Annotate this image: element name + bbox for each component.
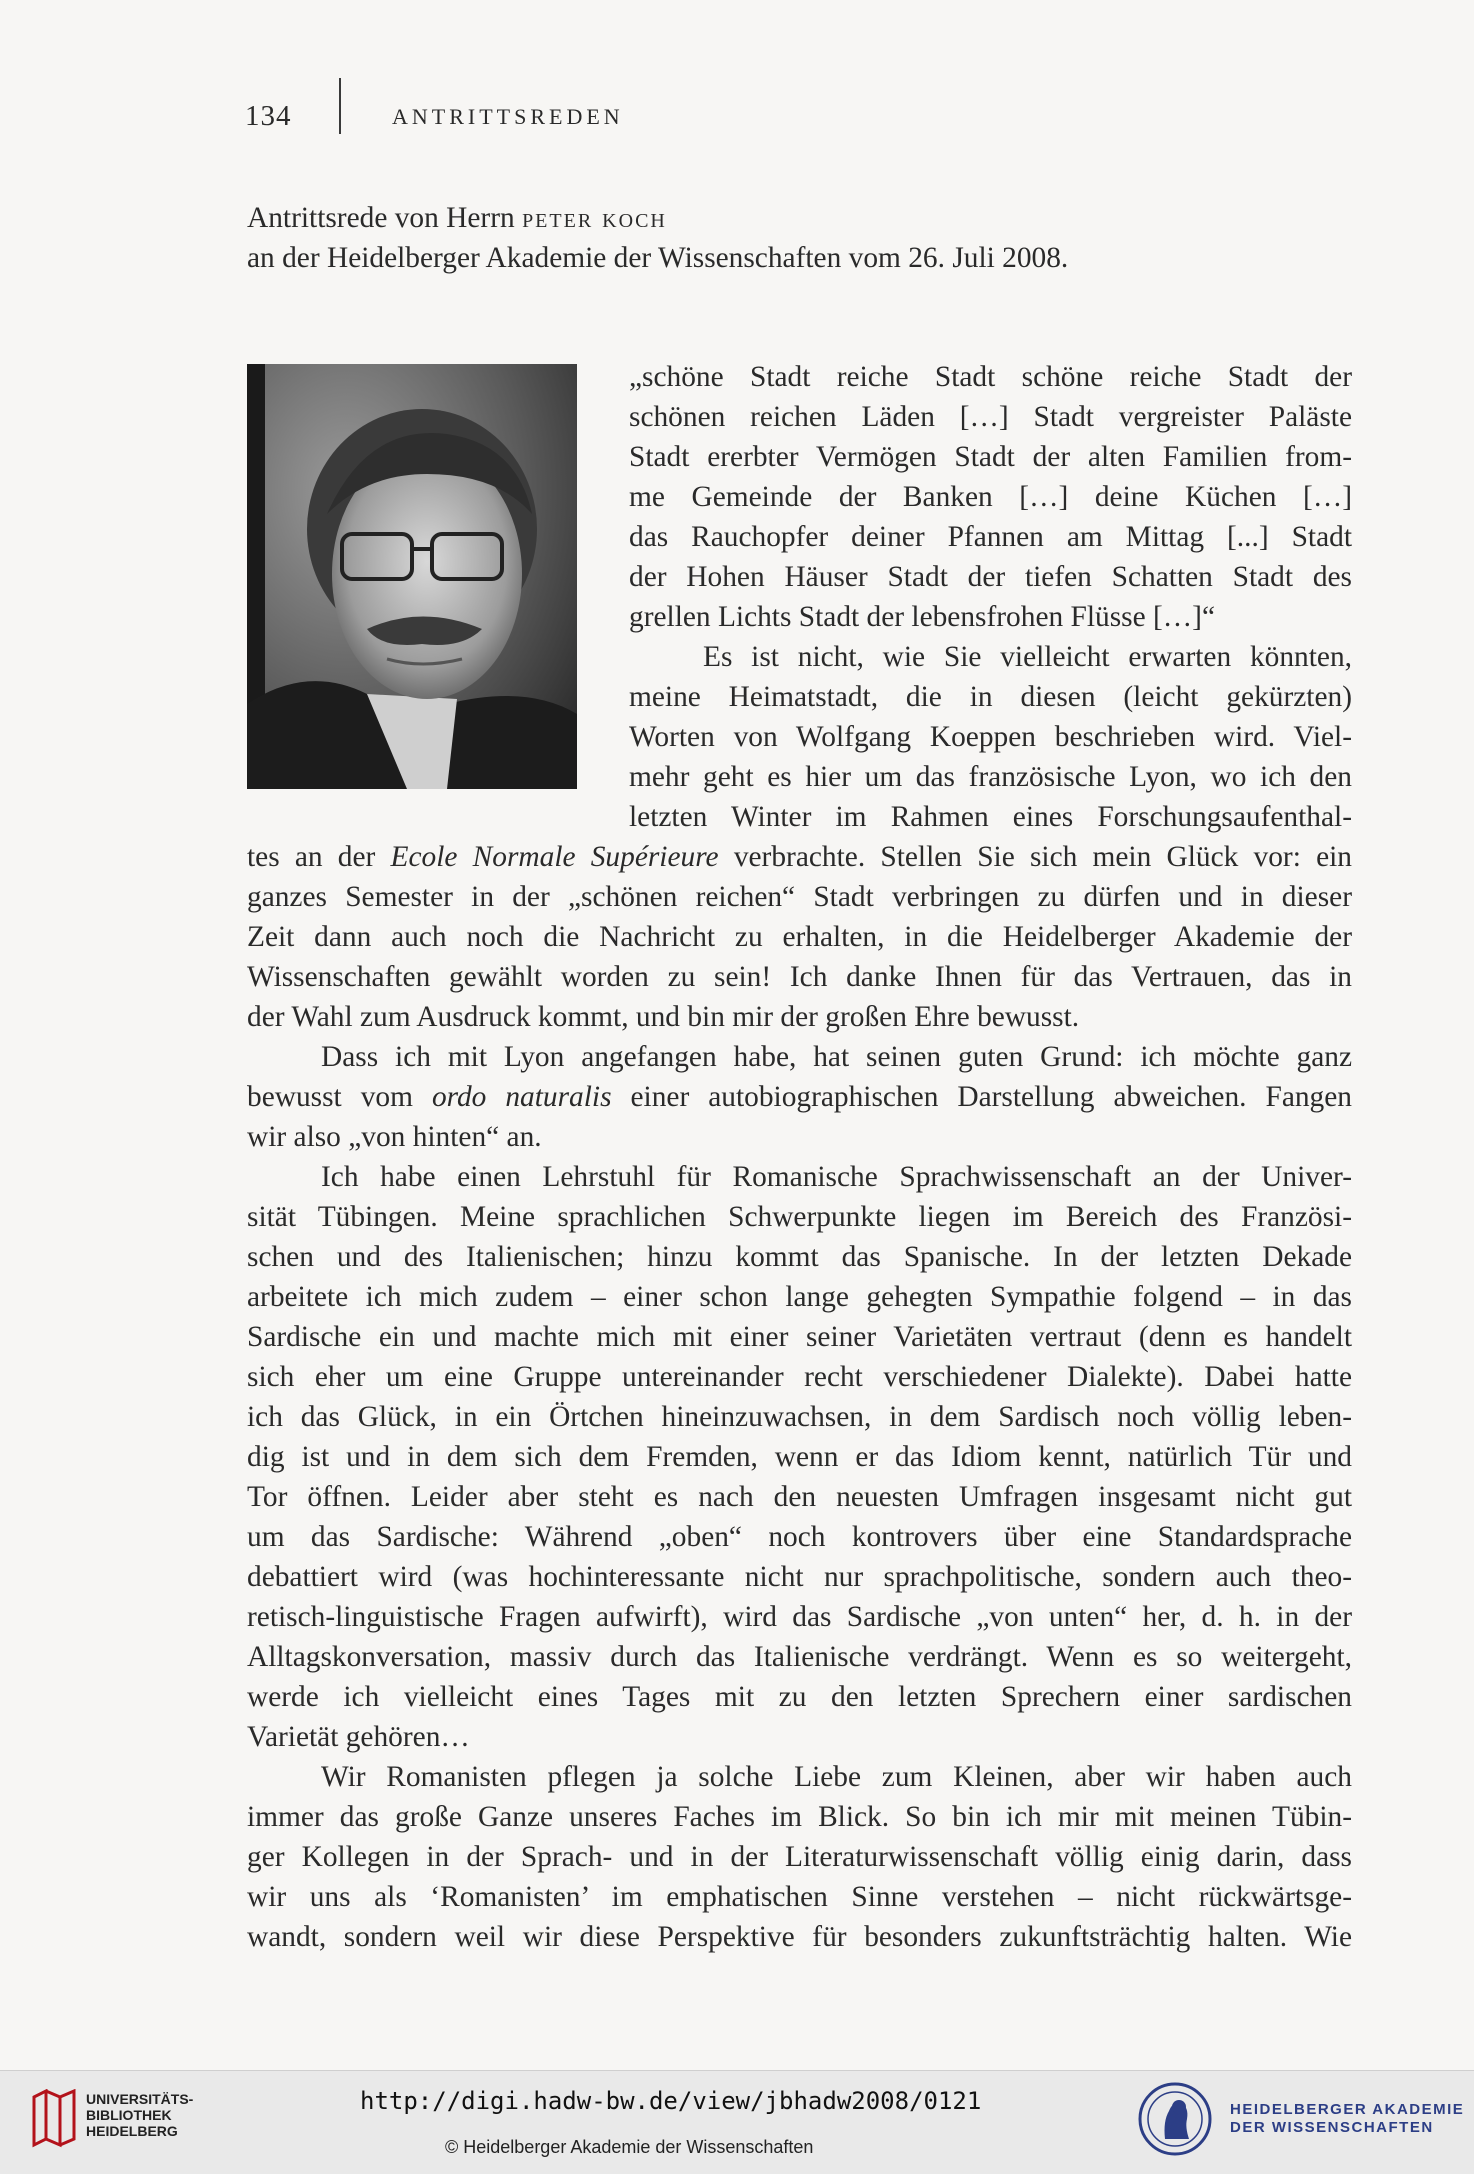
body-line: sität Tübingen. Meine sprachlichen Schwerpunkte liegen im Bereich des Französi- — [247, 1201, 1352, 1233]
main-text — [247, 837, 1352, 1957]
body-line: der Wahl zum Ausdruck kommt, und bin mir der großen Ehre bewusst. — [247, 1001, 1080, 1033]
body-line: retisch-linguistische Fragen aufwirft), wird das Sardische „von unten“ her, d. h. in der — [247, 1601, 1352, 1633]
institution-name: Ecole Normale Supérieure — [390, 841, 719, 873]
body-line: Es ist nicht, wie Sie vielleicht erwarten könnten, — [703, 641, 1352, 673]
body-line: wir also „von hinten“ an. — [247, 1121, 542, 1153]
body-line: Alltagskonversation, massiv durch das Italienische verdrängt. Wenn es so weitergeht, — [247, 1641, 1352, 1673]
body-line: letzten Winter im Rahmen eines Forschungsaufenthal- — [629, 801, 1352, 833]
quote-line: das Rauchopfer deiner Pfannen am Mittag [...] Stadt — [629, 521, 1352, 553]
body-line: Zeit dann auch noch die Nachricht zu erhalten, in die Heidelberger Akademie der — [247, 921, 1352, 953]
header-divider — [339, 78, 341, 134]
body-line: Wissenschaften gewählt worden zu sein! Ich danke Ihnen für das Vertrauen, das in — [247, 961, 1352, 993]
body-line: Tor öffnen. Leider aber steht es nach den neuesten Umfragen insgesamt nicht gut — [247, 1481, 1352, 1513]
running-title: ANTRITTSREDEN — [392, 104, 624, 129]
body-line: arbeitete ich mich zudem – einer schon lange gehegten Sympathie folgend – in das — [247, 1281, 1352, 1313]
author-portrait — [247, 364, 577, 789]
body-line: meine Heimatstadt, die in diesen (leicht gekürzten) — [629, 681, 1352, 713]
heading-line-1: Antrittsrede von Herrn peter koch — [247, 202, 667, 234]
body-line: um das Sardische: Während „oben“ noch kontrovers über eine Standardsprache — [247, 1521, 1352, 1553]
speech-heading — [247, 198, 1352, 278]
body-line: werde ich vielleicht eines Tages mit zu den letzten Sprechern einer sardischen — [247, 1681, 1352, 1713]
permalink-url[interactable]: http://digi.hadw-bw.de/view/jbhadw2008/0121 — [360, 2087, 982, 2115]
body-line: ich das Glück, in ein Örtchen hineinzuwachsen, in dem Sardisch noch völlig leben- — [247, 1401, 1352, 1433]
quote-column — [629, 357, 1352, 837]
portrait-photo — [247, 364, 577, 789]
latin-term: ordo naturalis — [431, 1081, 612, 1113]
academy-name: HEIDELBERGER AKADEMIE DER WISSENSCHAFTEN — [1230, 2101, 1465, 2136]
body-line: Dass ich mit Lyon angefangen habe, hat seinen guten Grund: ich möchte ganz — [321, 1041, 1352, 1073]
academy-seal-icon[interactable] — [1137, 2081, 1213, 2157]
body-line: immer das große Ganze unseres Faches im Blick. So bin ich mir mit meinen Tübin- — [247, 1801, 1352, 1833]
page-number: 134 — [245, 100, 292, 132]
body-line: debattiert wird (was hochinteressante nicht nur sprachpolitische, sondern auch theo- — [247, 1561, 1352, 1593]
university-library-logo-icon[interactable] — [30, 2089, 80, 2149]
body-line: tes an der Ecole Normale Supérieure verbrachte. Stellen Sie sich mein Glück vor: ein — [247, 841, 1352, 873]
quote-line: schönen reichen Läden […] Stadt vergreister Paläste — [629, 401, 1352, 433]
quote-line: grellen Lichts Stadt der lebensfrohen Flüsse […]“ — [629, 601, 1216, 633]
body-line: wir uns als ‘Romanisten’ im emphatischen Sinne verstehen – nicht rückwärtsge- — [247, 1881, 1352, 1913]
copyright-notice: © Heidelberger Akademie der Wissenschaften — [445, 2137, 814, 2157]
digitization-footer — [0, 2070, 1474, 2174]
body-line: mehr geht es hier um das französische Lyon, wo ich den — [629, 761, 1352, 793]
body-line: Varietät gehören… — [247, 1721, 470, 1753]
university-library-name: UNIVERSITÄTS- BIBLIOTHEK HEIDELBERG — [86, 2091, 194, 2139]
quote-line: me Gemeinde der Banken […] deine Küchen […] — [629, 481, 1352, 513]
body-line: sich eher um eine Gruppe untereinander recht verschiedener Dialekte). Dabei hatte — [247, 1361, 1352, 1393]
quote-line: „schöne Stadt reiche Stadt schöne reiche Stadt der — [629, 361, 1352, 393]
body-line: Sardische ein und machte mich mit einer seiner Varietäten vertraut (denn es handelt — [247, 1321, 1352, 1353]
heading-line-2: an der Heidelberger Akademie der Wissenschaften vom 26. Juli 2008. — [247, 242, 1069, 274]
body-line: Ich habe einen Lehrstuhl für Romanische Sprachwissenschaft an der Univer- — [321, 1161, 1352, 1193]
body-line: dig ist und in dem sich dem Fremden, wenn er das Idiom kennt, natürlich Tür und — [247, 1441, 1352, 1473]
quote-line: der Hohen Häuser Stadt der tiefen Schatten Stadt des — [629, 561, 1352, 593]
body-line: Wir Romanisten pflegen ja solche Liebe zum Kleinen, aber wir haben auch — [321, 1761, 1352, 1793]
speaker-name: peter koch — [522, 203, 667, 234]
body-line: ganzes Semester in der „schönen reichen“ Stadt verbringen zu dürfen und in dieser — [247, 881, 1352, 913]
body-line: schen und des Italienischen; hinzu kommt das Spanische. In der letzten Dekade — [247, 1241, 1352, 1273]
quote-line: Stadt ererbter Vermögen Stadt der alten Familien from- — [629, 441, 1352, 473]
body-line: Worten von Wolfgang Koeppen beschrieben wird. Viel- — [629, 721, 1352, 753]
body-line: ger Kollegen in der Sprach- und in der Literaturwissenschaft völlig einig darin, dass — [247, 1841, 1352, 1873]
body-line: bewusst vom ordo naturalis einer autobiographischen Darstellung abweichen. Fangen — [247, 1081, 1352, 1113]
body-line: wandt, sondern weil wir diese Perspektive für besonders zukunftsträchtig halten. Wie — [247, 1921, 1352, 1953]
